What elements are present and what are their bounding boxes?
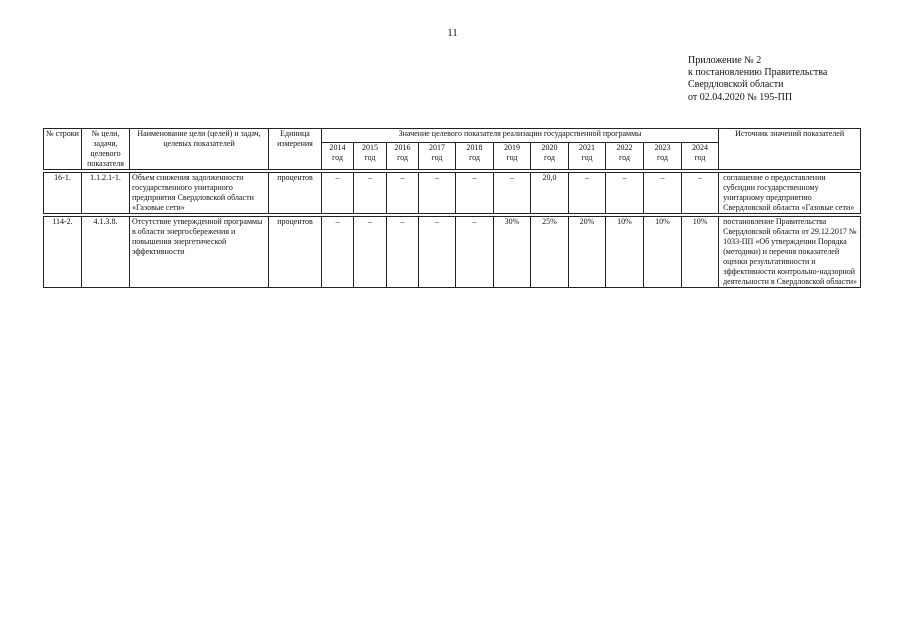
cell-value-2015: – — [354, 217, 387, 288]
header-row — [44, 129, 861, 143]
year-label: 2014 — [329, 143, 346, 153]
cell-value-2016: – — [387, 217, 419, 288]
appendix-line-2: к постановлению Правительства — [688, 67, 828, 79]
cell-value-2019: 30% — [494, 217, 531, 288]
year-suffix: год — [506, 153, 518, 163]
appendix-line-3: Свердловской области — [688, 79, 784, 91]
cell-value-2014: – — [322, 217, 354, 288]
cell-value-2020: 25% — [531, 217, 569, 288]
year-label: 2021 — [579, 143, 595, 153]
table-row — [44, 217, 861, 288]
year-suffix: год — [431, 153, 443, 163]
cell-unit: процентов — [269, 217, 322, 288]
year-suffix: год — [619, 153, 630, 163]
appendix-line-4: от 02.04.2020 № 195-ПП — [688, 91, 793, 103]
page-number: 11 — [447, 27, 458, 39]
cell-row-no: 16-1. — [44, 173, 82, 214]
header-unit: Единица измерения — [269, 129, 322, 170]
cell-value-2021: – — [569, 173, 606, 214]
header-year-2015 — [354, 143, 387, 170]
header-year-2014 — [322, 143, 354, 170]
cell-value-2022: 10% — [606, 217, 644, 288]
year-suffix: год — [544, 153, 555, 163]
header-year-2018 — [456, 143, 494, 170]
cell-value-2024: 10% — [682, 217, 719, 288]
header-goal-no: № цели, задачи, целевого показателя — [82, 129, 130, 170]
year-suffix: год — [657, 153, 668, 163]
header-year-2019 — [494, 143, 531, 170]
cell-value-2023: – — [644, 173, 682, 214]
cell-value-2023: 10% — [644, 217, 682, 288]
year-label: 2024 — [692, 143, 709, 153]
cell-value-2017: – — [419, 217, 456, 288]
target-indicators-table — [43, 128, 861, 288]
cell-value-2018: – — [456, 217, 494, 288]
year-suffix: год — [397, 153, 408, 163]
year-label: 2015 — [362, 143, 378, 153]
header-year-2017 — [419, 143, 456, 170]
year-suffix: год — [694, 153, 706, 163]
table-row — [44, 173, 861, 214]
year-label: 2016 — [394, 143, 411, 153]
header-year-2020 — [531, 143, 569, 170]
cell-value-2015: – — [354, 173, 387, 214]
cell-value-2020: 20,0 — [531, 173, 569, 214]
appendix-line-1: Приложение № 2 — [688, 55, 762, 66]
cell-value-2021: 20% — [569, 217, 606, 288]
cell-goal-no: 4.1.3.8. — [82, 217, 130, 288]
header-values: Значение целевого показателя реализации государственной программы — [322, 129, 719, 143]
year-suffix: год — [581, 153, 593, 163]
table-body — [44, 170, 861, 288]
cell-value-2018: – — [456, 173, 494, 214]
header-row-no: № строки — [44, 129, 82, 170]
year-label: 2017 — [429, 143, 445, 153]
cell-value-2017: – — [419, 173, 456, 214]
cell-name: Объем снижения задолженности государственного унитарного предприятия Свердловской области «Газовые сети» — [130, 173, 269, 214]
cell-value-2014: – — [322, 173, 354, 214]
year-label: 2023 — [654, 143, 671, 153]
cell-source: постановление Правительства Свердловской области от 29.12.2017 № 1033-ПП «Об утверждении Порядка (методики) и перечня показателей оценки результативности и эффективности контрольно-надзорной деятельности в Свердловской области» — [719, 217, 861, 288]
header-source: Источник значений показателей — [719, 129, 861, 170]
header-name: Наименование цели (целей) и задач, целевых показателей — [130, 129, 269, 170]
year-label: 2022 — [616, 143, 633, 153]
year-suffix: год — [364, 153, 376, 163]
cell-source: соглашение о предоставлении субсидии государственному унитарному предприятию Свердловской области «Газовые сети» — [719, 173, 861, 214]
cell-unit: процентов — [269, 173, 322, 214]
cell-value-2016: – — [387, 173, 419, 214]
cell-value-2024: – — [682, 173, 719, 214]
header-year-2021 — [569, 143, 606, 170]
year-suffix: год — [469, 153, 480, 163]
cell-goal-no: 1.1.2.1-1. — [82, 173, 130, 214]
header-year-2024 — [682, 143, 719, 170]
year-label: 2018 — [466, 143, 483, 153]
header-year-2023 — [644, 143, 682, 170]
year-label: 2019 — [504, 143, 520, 153]
cell-name: Отсутствие утвержденной программы в области энергосбережения и повышения энергетической эффективности — [130, 217, 269, 288]
header-year-2016 — [387, 143, 419, 170]
cell-row-no: 114-2. — [44, 217, 82, 288]
year-suffix: год — [332, 153, 343, 163]
header-year-2022 — [606, 143, 644, 170]
cell-value-2022: – — [606, 173, 644, 214]
appendix-header — [688, 55, 827, 104]
year-label: 2020 — [541, 143, 558, 153]
cell-value-2019: – — [494, 173, 531, 214]
